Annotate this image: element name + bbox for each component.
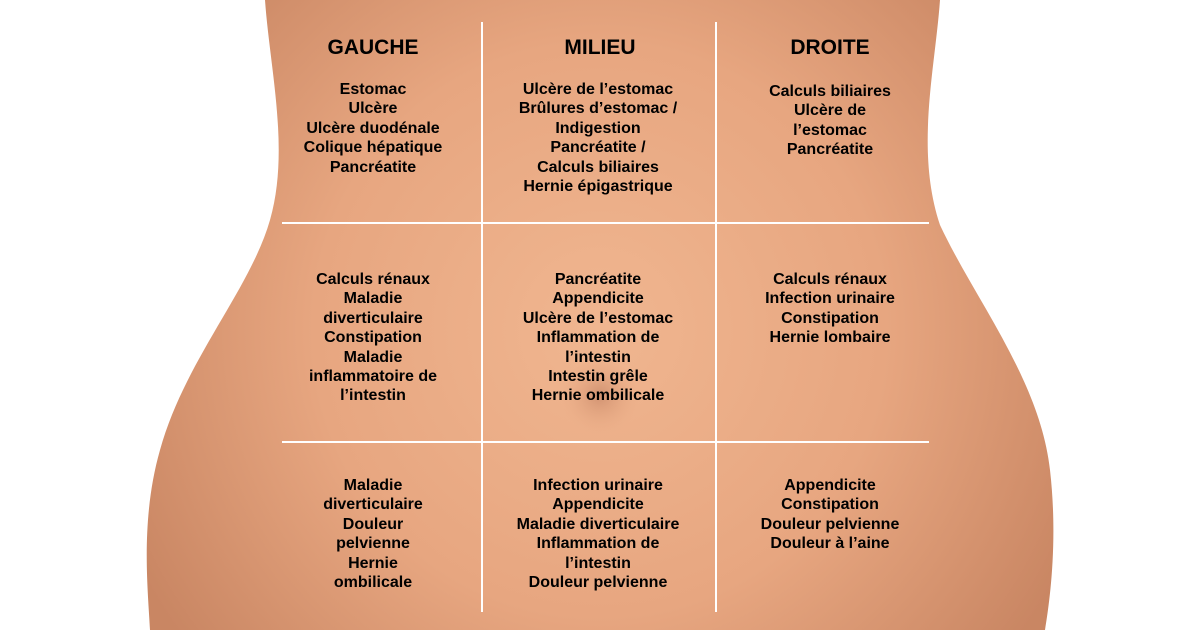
condition-line: Maladie: [343, 348, 403, 366]
condition-line: Pancréatite /: [550, 139, 646, 157]
grid-line-horizontal-1: [282, 222, 929, 224]
cell-haut-gauche: [257, 80, 489, 177]
condition-line: l’intestin: [565, 348, 631, 366]
cell-haut-droite: [714, 82, 946, 160]
condition-line: Inflammation de: [536, 329, 660, 347]
cell-centre-droite: [714, 270, 946, 348]
condition-line: l’estomac: [793, 121, 867, 139]
condition-line: Douleur à l’aine: [770, 535, 890, 553]
condition-line: l’intestin: [340, 387, 406, 405]
condition-line: Ulcère de l’estomac: [522, 81, 674, 98]
condition-line: Maladie: [343, 290, 403, 308]
cell-centre-gauche: [257, 270, 489, 406]
cell-haut-milieu: [482, 80, 714, 196]
condition-line: Maladie diverticulaire: [516, 515, 680, 533]
column-header-gauche: GAUCHE: [327, 36, 419, 59]
condition-line: Ulcère: [348, 100, 398, 118]
condition-line: Maladie: [343, 477, 403, 494]
condition-line: l’intestin: [565, 554, 631, 572]
condition-line: Douleur pelvienne: [528, 574, 668, 592]
condition-line: Calculs rénaux: [316, 271, 430, 288]
condition-line: Hernie lombaire: [769, 329, 891, 347]
condition-line: Hernie épigastrique: [523, 178, 673, 196]
condition-line: Constipation: [781, 309, 879, 327]
condition-line: Calculs rénaux: [773, 271, 887, 288]
condition-line: Brûlures d’estomac /: [518, 100, 678, 118]
condition-line: inflammatoire de: [308, 368, 438, 386]
condition-line: Pancréatite: [329, 158, 417, 176]
condition-line: Intestin grêle: [548, 368, 648, 386]
condition-line: pelvienne: [336, 535, 410, 553]
condition-line: Calculs biliaires: [537, 158, 659, 176]
condition-line: Constipation: [781, 496, 879, 514]
condition-line: Inflammation de: [536, 535, 660, 553]
cell-centre-milieu: [482, 270, 714, 406]
cell-bas-gauche: [257, 476, 489, 592]
condition-line: Hernie: [348, 554, 398, 572]
condition-line: Douleur: [342, 515, 404, 533]
condition-line: Colique hépatique: [303, 139, 443, 157]
condition-line: Pancréatite: [554, 271, 642, 288]
grid-line-horizontal-2: [282, 441, 929, 443]
condition-line: Ulcère de: [793, 102, 867, 120]
condition-line: Appendicite: [552, 290, 644, 308]
condition-line: Hernie ombilicale: [531, 387, 665, 405]
condition-line: ombilicale: [333, 574, 413, 592]
condition-line: diverticulaire: [323, 309, 423, 327]
condition-line: Pancréatite: [786, 141, 874, 159]
condition-line: Infection urinaire: [765, 290, 895, 308]
condition-line: Appendicite: [552, 496, 644, 514]
condition-line: Douleur pelvienne: [760, 515, 900, 533]
column-header-milieu: MILIEU: [564, 36, 636, 59]
condition-line: Calculs biliaires: [769, 83, 891, 100]
condition-line: Constipation: [324, 329, 422, 347]
condition-line: Indigestion: [555, 119, 641, 137]
condition-line: Ulcère de l’estomac: [522, 309, 674, 327]
cell-bas-droite: [714, 476, 946, 554]
column-header-droite: DROITE: [790, 36, 870, 59]
condition-line: diverticulaire: [323, 496, 423, 514]
condition-line: Infection urinaire: [533, 477, 663, 494]
condition-line: Appendicite: [784, 477, 876, 494]
condition-line: Ulcère duodénale: [306, 119, 440, 137]
cell-bas-milieu: [482, 476, 714, 592]
condition-line: Estomac: [339, 81, 407, 98]
